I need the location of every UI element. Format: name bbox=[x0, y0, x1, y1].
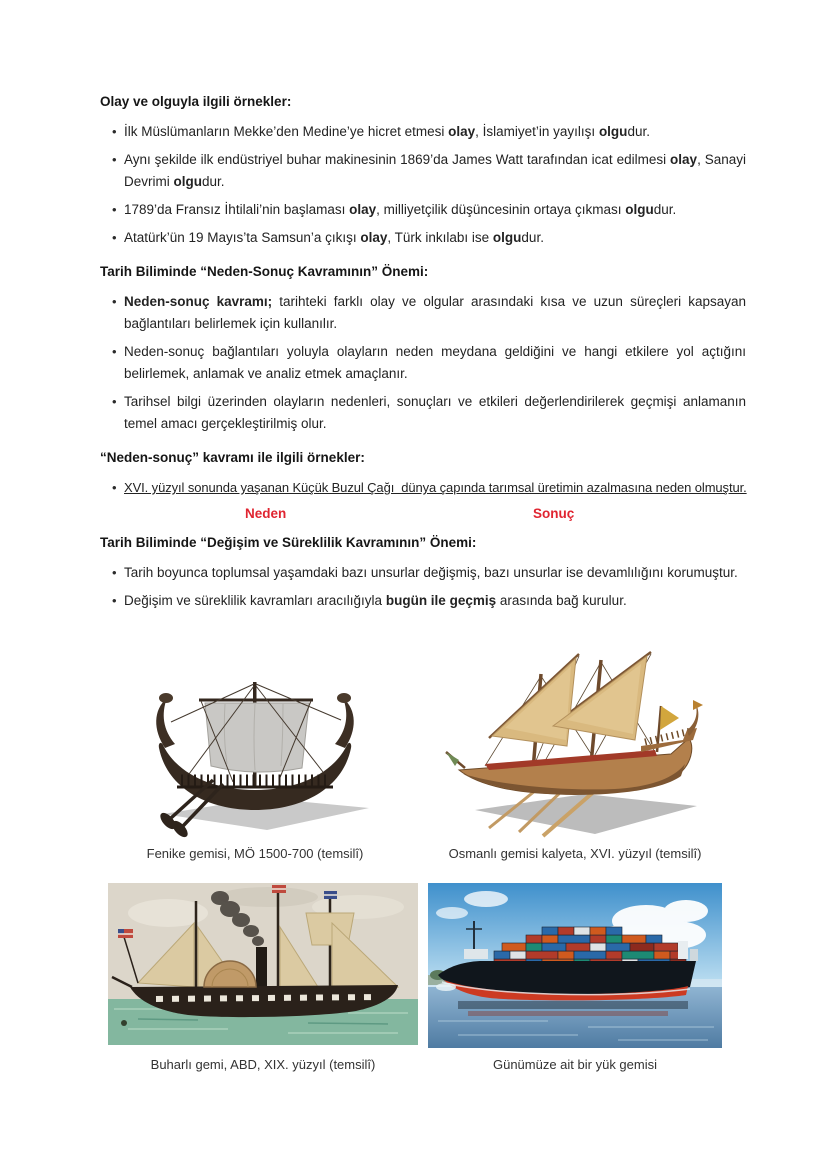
heading-neden-sonuc-ornekler: “Neden-sonuç” kavramı ile ilgili örnekler: bbox=[100, 450, 365, 465]
heading-olay-olgu: Olay ve olguyla ilgili örnekler: bbox=[100, 94, 292, 109]
cause-label: Neden bbox=[245, 506, 287, 521]
effect-label: Sonuç bbox=[533, 506, 575, 521]
neden-sonuc-example-list bbox=[100, 477, 746, 499]
page-content bbox=[100, 93, 746, 626]
bullet-item: • Tarih boyunca toplumsal yaşamdaki bazı unsurlar değişmiş, bazı unsurlar ise devamlılığını korumuştur. bbox=[100, 562, 746, 584]
example-sentence: XVI. yüzyıl sonunda yaşanan Küçük Buzul Çağı dünya çapında tarımsal üretimin azalmasına neden olmuştur. bbox=[124, 480, 747, 495]
olay-olgu-bullet-list bbox=[100, 121, 746, 249]
ottoman-galliot-image bbox=[445, 648, 705, 840]
figure-caption: Fenike gemisi, MÖ 1500-700 (temsilî) bbox=[146, 846, 364, 861]
heading-neden-sonuc-onemi: Tarih Biliminde “Neden-Sonuç Kavramının” Önemi: bbox=[100, 264, 429, 279]
bullet-item: • Neden-sonuç bağlantıları yoluyla olayların neden meydana geldiğini ve hangi etkilere yol açtığını belirlemek, anlamak ve analiz etmek amaçlanır. bbox=[100, 341, 746, 385]
bullet-item: • Değişim ve süreklilik kavramları aracılığıyla bugün ile geçmiş arasında bağ kurulur. bbox=[100, 590, 746, 612]
figure-caption: Osmanlı gemisi kalyeta, XVI. yüzyıl (temsilî) bbox=[448, 846, 702, 861]
bullet-item: • Atatürk’ün 19 Mayıs’ta Samsun’a çıkışı olay, Türk inkılabı ise olgudur. bbox=[100, 227, 746, 249]
example-item bbox=[100, 477, 746, 499]
figure-steamship bbox=[108, 883, 418, 1073]
figure-caption: Günümüze ait bir yük gemisi bbox=[492, 1057, 657, 1072]
bullet-item: • Aynı şekilde ilk endüstriyel buhar makinesinin 1869’da James Watt tarafından icat edilmesi olay, Sanayi Devrimi olgudur. bbox=[100, 149, 746, 193]
figure-container-ship bbox=[428, 883, 722, 1073]
bullet-item: • Neden-sonuç kavramı; tarihteki farklı olay ve olgular arasındaki kısa ve uzun süreçleri kapsayan bağlantıları belirlemek için kullanılır. bbox=[100, 291, 746, 335]
neden-sonuc-bullet-list bbox=[100, 291, 746, 435]
cause-effect-labels-row bbox=[100, 505, 746, 522]
figure-ottoman-galliot bbox=[420, 648, 730, 862]
container-ship-image bbox=[428, 883, 722, 1048]
steamship-painting-image bbox=[108, 883, 418, 1045]
figure-caption: Buharlı gemi, ABD, XIX. yüzyıl (temsilî) bbox=[150, 1057, 376, 1072]
bullet-item: • 1789’da Fransız İhtilali’nin başlaması olay, milliyetçilik düşüncesinin ortaya çıkması olgudur. bbox=[100, 199, 746, 221]
phoenician-ship-image bbox=[135, 656, 375, 842]
bullet-item: • İlk Müslümanların Mekke’den Medine’ye hicret etmesi olay, İslamiyet’in yayılışı olgudur. bbox=[100, 121, 746, 143]
heading-degisim-sureklilik: Tarih Biliminde “Değişim ve Süreklilik Kavramının” Önemi: bbox=[100, 535, 477, 550]
bullet-item: • Tarihsel bilgi üzerinden olayların nedenleri, sonuçları ve etkileri değerlendirilerek geçmişi anlamanın temel amacı gerçekleştirilmiş olur. bbox=[100, 391, 746, 435]
degisim-sureklilik-bullet-list bbox=[100, 562, 746, 612]
figure-phoenician-ship bbox=[100, 656, 410, 862]
